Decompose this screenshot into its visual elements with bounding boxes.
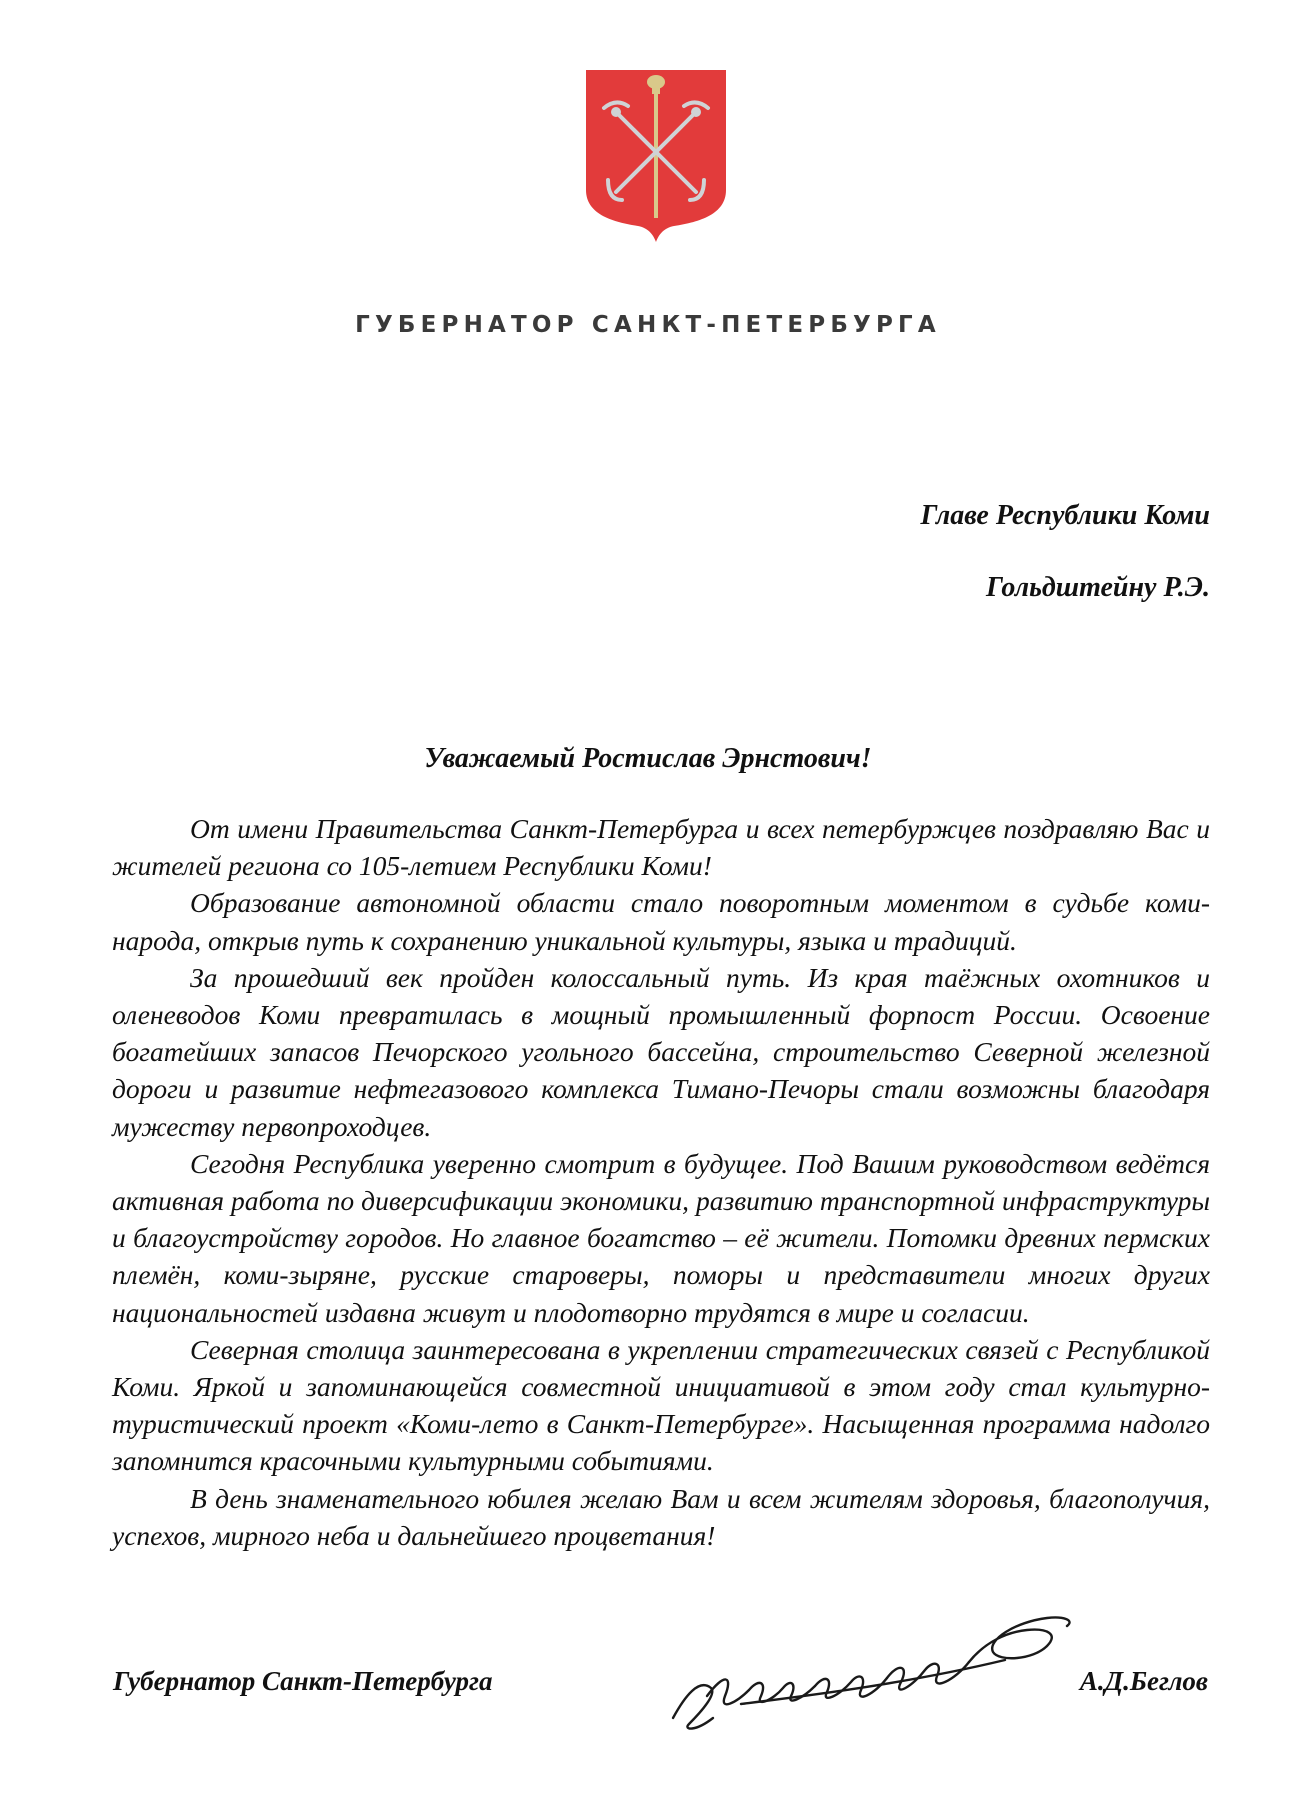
paragraph: В день знаменательного юбилея желаю Вам и всем жителям здоровья, благополучия, успехов, мирного неба и дальнейшего процветания! bbox=[112, 1482, 1210, 1551]
paragraph: Северная столица заинтересована в укреплении стратегических связей с Республикой Коми. Яркой и запоминающейся совместной инициативой в этом году стал культурно-туристический проект «Коми-лето в Санкт-Петербурге». Насыщенная программа надолго запомнится красочными культурными событиями. bbox=[112, 1333, 1210, 1477]
addressee-name: Гольдштейну Р.Э. bbox=[985, 572, 1210, 603]
paragraph: За прошедший век пройден колоссальный путь. Из края таёжных охотников и оленеводов Коми превратилась в мощный промышленный форпост России. Освоение богатейших запасов Печорского угольного бассейна, строительство Северной железной дороги и развитие нефтегазового комплекса Тимано-Печоры стали возможны благодаря мужеству первопроходцев. bbox=[112, 961, 1210, 1142]
paragraph: От имени Правительства Санкт-Петербурга и всех петербуржцев поздравляю Вас и жителей региона со 105-летием Республики Коми! bbox=[112, 813, 1210, 882]
signatory-name: А.Д.Беглов bbox=[1079, 1666, 1208, 1696]
letter-body bbox=[112, 810, 1210, 1554]
paragraph: Сегодня Республика уверенно смотрит в будущее. Под Вашим руководством ведётся активная работа по диверсификации экономики, развитию транспортной инфраструктуры и благоустройству городов. Но главное богатство – её жители. Потомки древних пермских племён, коми-зыряне, русские староверы, поморы и представители многих других национальностей издавна живут и плодотворно трудятся в мире и согласии. bbox=[112, 1147, 1210, 1328]
handwritten-signature-icon bbox=[655, 1600, 1100, 1750]
letterhead-title: ГУБЕРНАТОР САНКТ-ПЕТЕРБУРГА bbox=[355, 312, 941, 338]
signatory-position: Губернатор Санкт-Петербурга bbox=[113, 1666, 493, 1696]
paragraph: Образование автономной области стало поворотным моментом в судьбе коми-народа, открыв путь к сохранению уникальной культуры, языка и традиций. bbox=[112, 887, 1210, 956]
addressee-title: Главе Республики Коми bbox=[920, 500, 1210, 531]
coat-of-arms-icon bbox=[582, 68, 730, 244]
salutation: Уважаемый Ростислав Эрнстович! bbox=[424, 743, 872, 774]
